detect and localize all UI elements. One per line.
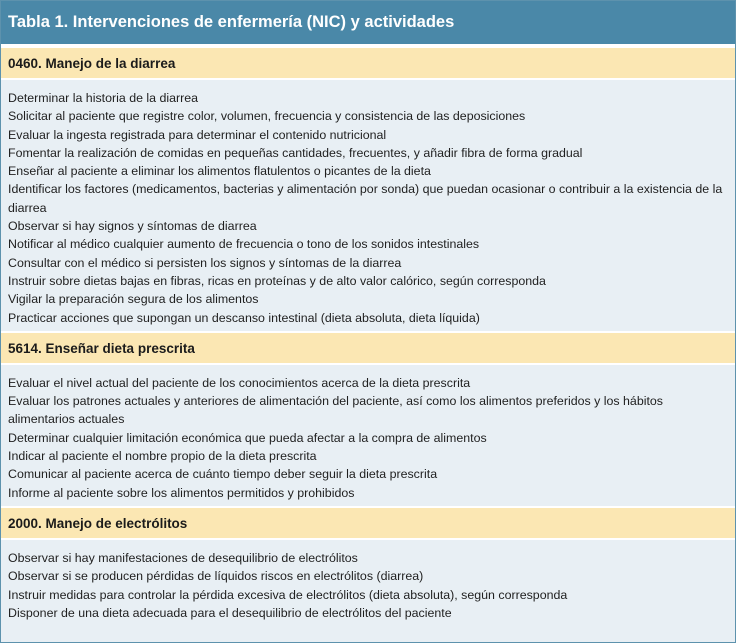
activity-item: Instruir sobre dietas bajas en fibras, ricas en proteínas y de alto valor calórico, según corresponda bbox=[8, 273, 546, 288]
section-body-ensenar-dieta bbox=[1, 365, 735, 506]
activity-item: Enseñar al paciente a eliminar los alimentos flatulentos o picantes de la dieta bbox=[8, 164, 431, 179]
activity-item: Vigilar la preparación segura de los alimentos bbox=[8, 292, 259, 307]
section-header-ensenar-dieta: 5614. Enseñar dieta prescrita bbox=[1, 331, 735, 365]
activity-item: Consultar con el médico si persisten los signos y síntomas de la diarrea bbox=[8, 255, 402, 270]
activity-item: Evaluar la ingesta registrada para determinar el contenido nutricional bbox=[8, 127, 387, 142]
activity-item: Comunicar al paciente acerca de cuánto tiempo deber seguir la dieta prescrita bbox=[8, 467, 438, 482]
section-body-manejo-diarrea bbox=[1, 80, 735, 331]
activity-item: Observar si hay manifestaciones de desequilibrio de electrólitos bbox=[8, 550, 358, 565]
activity-item: Evaluar los patrones actuales y anteriores de alimentación del paciente, así como los alimentos preferidos y los hábitos alimentarios actuales bbox=[8, 394, 663, 427]
activity-item: Identificar los factores (medicamentos, bacterias y alimentación por sonda) que puedan ocasionar o contribuir a la existencia de la diarrea bbox=[8, 182, 723, 215]
section-header-manejo-electrolitos: 2000. Manejo de electrólitos bbox=[1, 506, 735, 540]
section-body-manejo-electrolitos bbox=[1, 540, 735, 626]
activity-item: Observar si se producen pérdidas de líquidos riscos en electrólitos (diarrea) bbox=[8, 569, 424, 584]
activity-item: Solicitar al paciente que registre color, volumen, frecuencia y consistencia de las deposiciones bbox=[8, 109, 526, 124]
activity-item: Observar si hay signos y síntomas de diarrea bbox=[8, 219, 257, 234]
activity-item: Instruir medidas para controlar la pérdida excesiva de electrólitos (dieta absoluta), según corresponda bbox=[8, 587, 568, 602]
activity-item: Fomentar la realización de comidas en pequeñas cantidades, frecuentes, y añadir fibra de forma gradual bbox=[8, 145, 583, 160]
activity-item: Informe al paciente sobre los alimentos permitidos y prohibidos bbox=[8, 485, 355, 500]
activity-item: Evaluar el nivel actual del paciente de los conocimientos acerca de la dieta prescrita bbox=[8, 375, 471, 390]
activity-item: Indicar al paciente el nombre propio de la dieta prescrita bbox=[8, 449, 317, 464]
section-header-manejo-diarrea: 0460. Manejo de la diarrea bbox=[1, 46, 735, 80]
activity-item: Determinar la historia de la diarrea bbox=[8, 91, 199, 105]
activity-item: Notificar al médico cualquier aumento de frecuencia o tono de los sonidos intestinales bbox=[8, 237, 480, 252]
table-title: Tabla 1. Intervenciones de enfermería (NIC) y actividades bbox=[1, 1, 735, 46]
activity-item: Disponer de una dieta adecuada para el desequilibrio de electrólitos del paciente bbox=[8, 605, 452, 620]
activity-item: Practicar acciones que supongan un descanso intestinal (dieta absoluta, dieta líquida) bbox=[8, 310, 480, 325]
activity-item: Determinar cualquier limitación económica que pueda afectar a la compra de alimentos bbox=[8, 430, 487, 445]
